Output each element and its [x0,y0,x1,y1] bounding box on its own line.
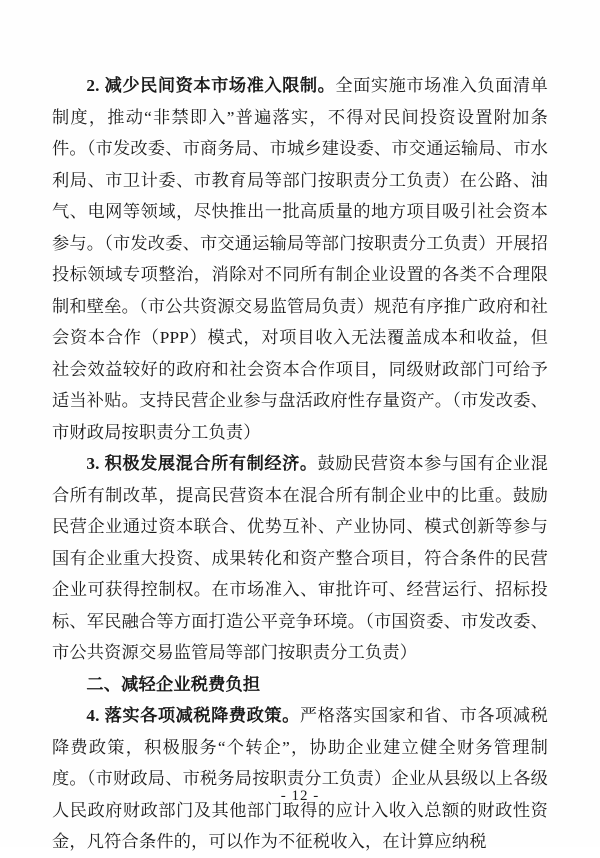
paragraph-3-number: 3. [86,454,100,473]
paragraph-4-lead: 落实各项减税降费政策。 [104,706,300,725]
paragraph-3 [52,448,548,669]
paragraph-4-number: 4. [86,706,100,725]
paragraph-3-lead: 积极发展混合所有制经济。 [104,454,318,473]
paragraph-4-text: 严格落实国家和省、市各项减税降费政策，积极服务“个转企”，协助企业建立健全财务管理制度。（市财政局、市税务局按职责分工负责）企业从县级以上各级人民政府财政部门及其他部门取得的应计入收入总额的财政性资金，凡符合条件的，可以作为不征税收入，在计算应纳税 [52,706,549,851]
paragraph-2-lead: 减少民间资本市场准入限制。 [104,76,336,95]
page-number: - 12 - [280,788,320,804]
paragraph-4 [52,700,548,858]
paragraph-2 [52,70,548,448]
paragraph-2-number: 2. [86,76,100,95]
section-heading: 二、减轻企业税费负担 [86,674,261,694]
paragraph-3-text: 鼓励民营资本参与国有企业混合所有制改革，提高民营资本在混合所有制企业中的比重。鼓励民营企业通过资本联合、优势互补、产业协同、模式创新等参与国有企业重大投资、成果转化和资产整合项目，符合条件的民营企业可获得控制权。在市场准入、审批许可、经营运行、招标投标、军民融合等方面打造公平竞争环境。（市国资委、市发改委、市公共资源交易监管局等部门按职责分工负责） [52,454,549,662]
paragraph-2-text: 全面实施市场准入负面清单制度，推动“非禁即入”普遍落实，不得对民间投资设置附加条件。（市发改委、市商务局、市城乡建设委、市交通运输局、市水利局、市卫计委、市教育局等部门按职责分工负责）在公路、油气、电网等领域，尽快推出一批高质量的地方项目吸引社会资本参与。（市发改委、市交通运输局等部门按职责分工负责）开展招投标领域专项整治，消除对不同所有制企业设置的各类不合理限制和壁垒。（市公共资源交易监管局负责）规范有序推广政府和社会资本合作（PPP）模式，对项目收入无法覆盖成本和收益，但社会效益较好的政府和社会资本合作项目，同级财政部门可给予适当补贴。支持民营企业参与盘活政府性存量资产。（市发改委、市财政局按职责分工负责） [52,76,549,442]
document-body [52,70,548,858]
